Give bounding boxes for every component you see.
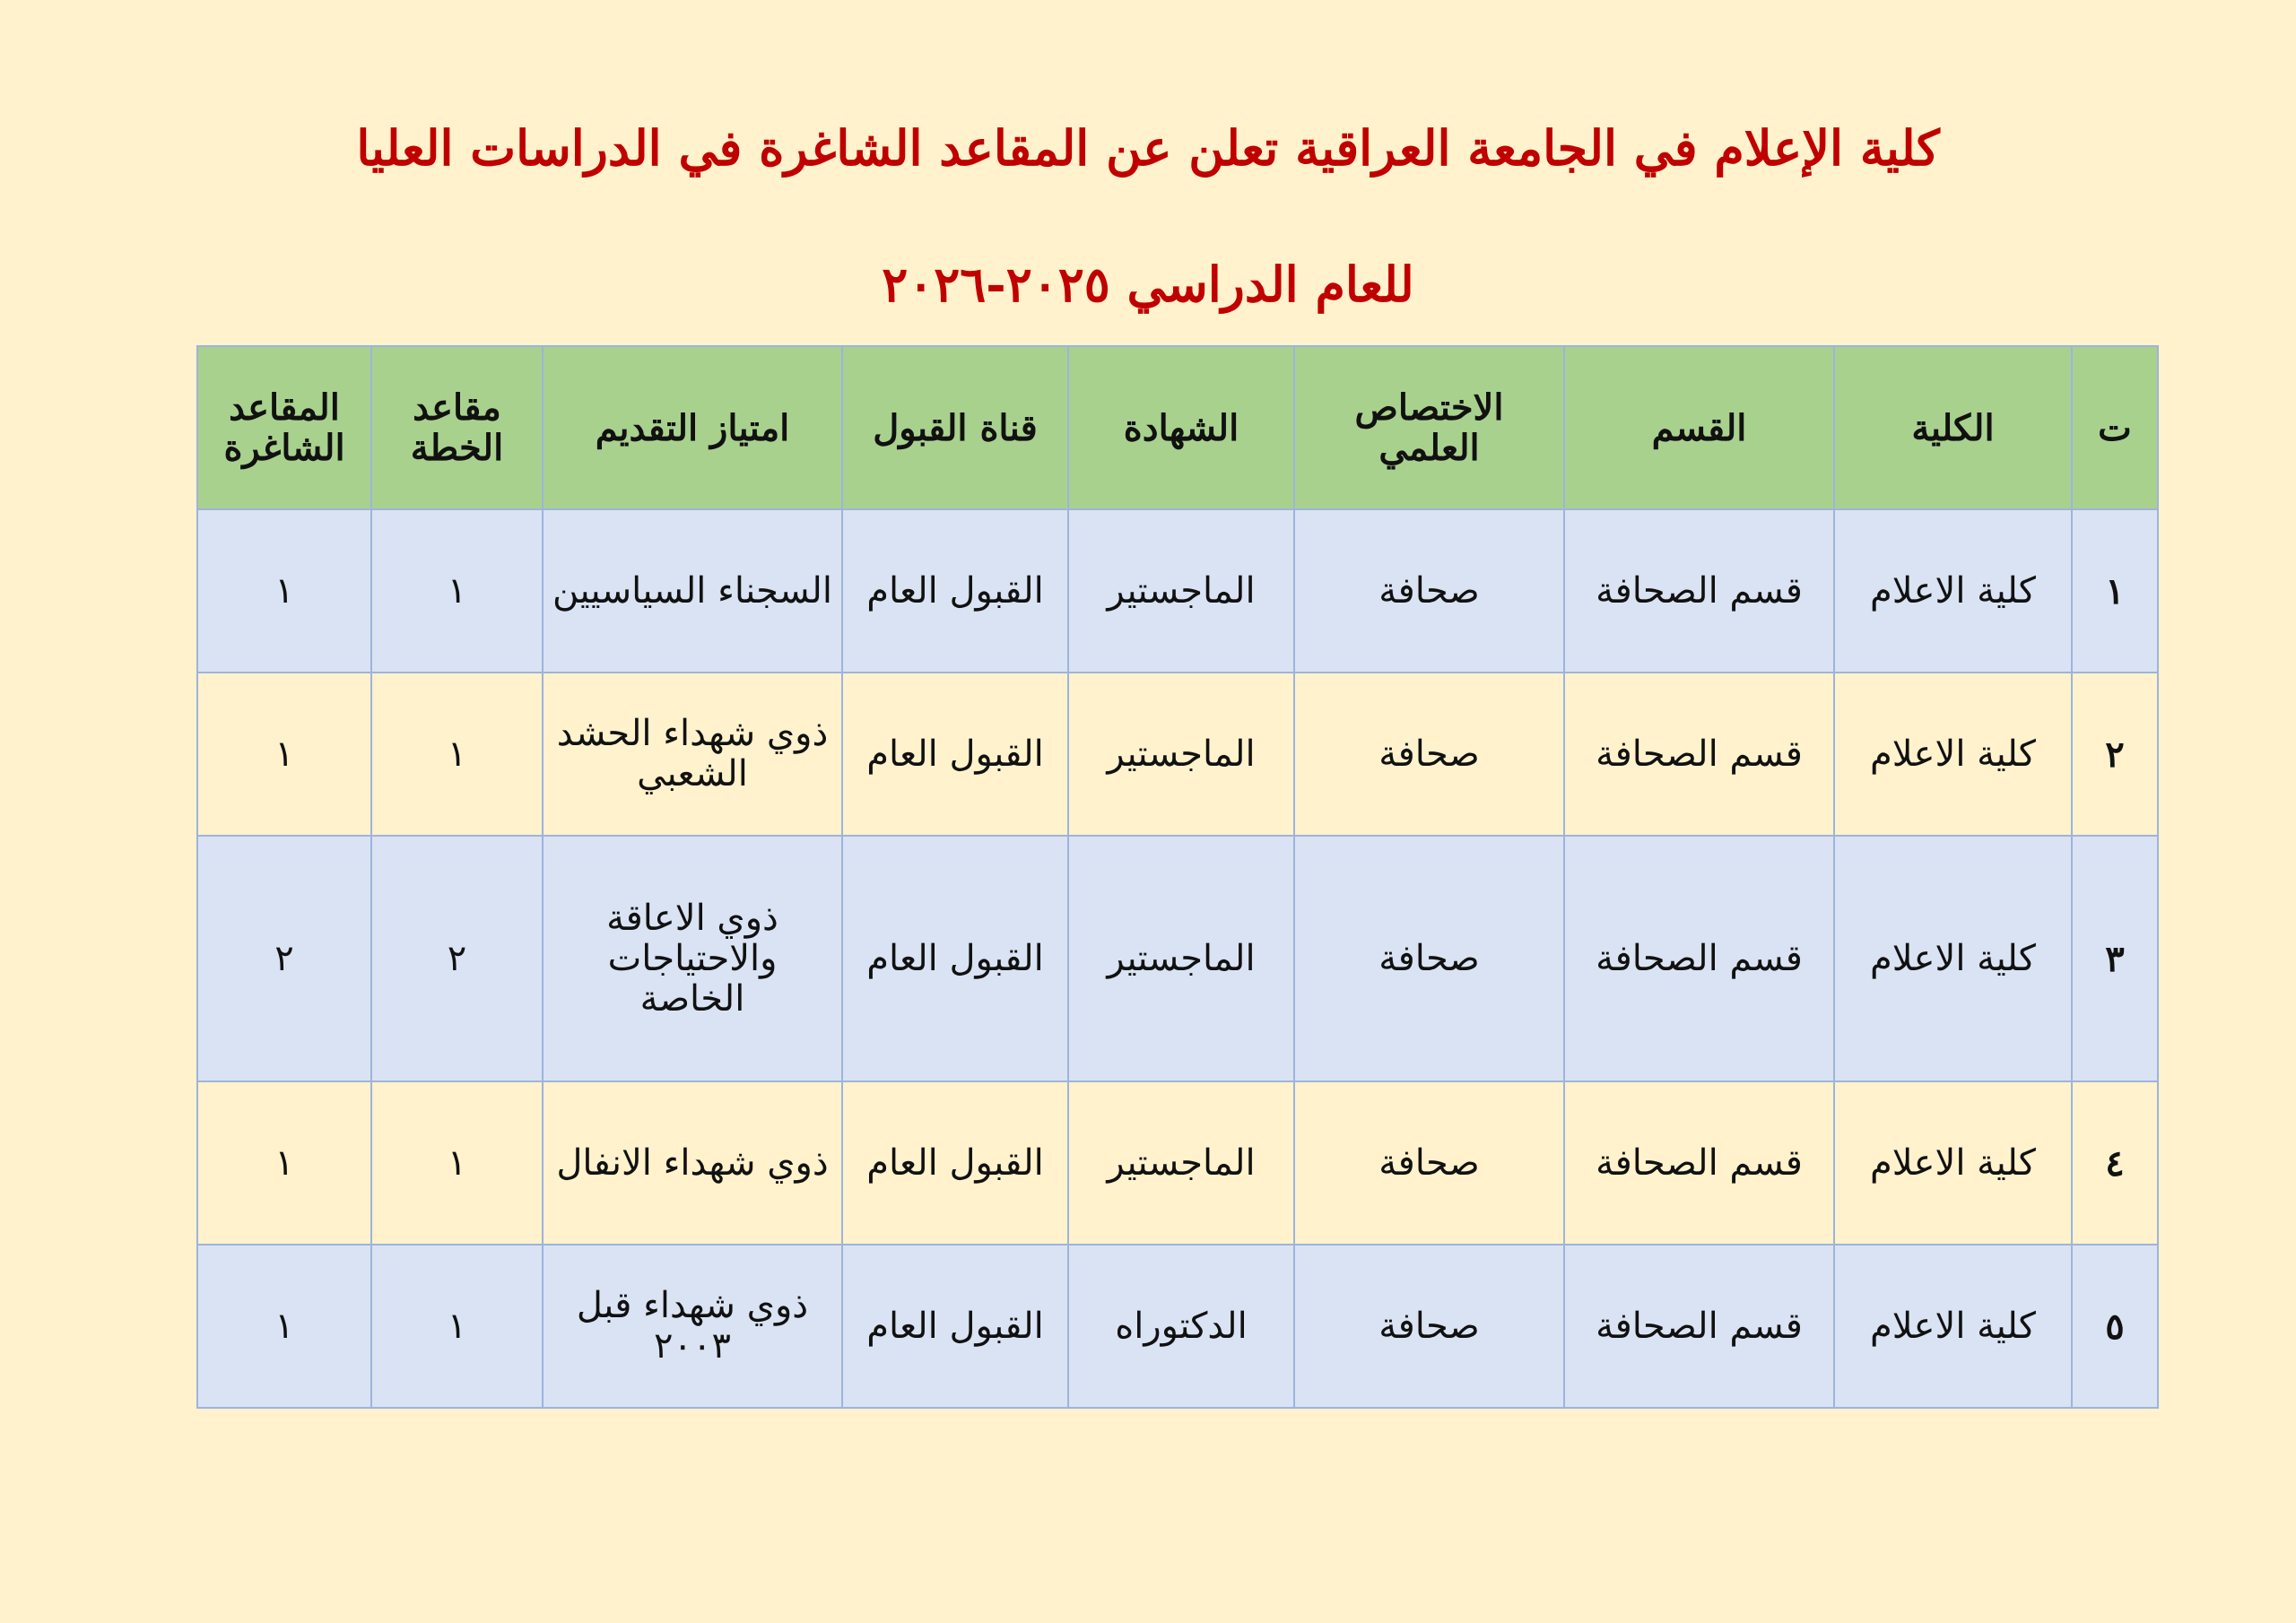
- cell-department: قسم الصحافة: [1564, 836, 1834, 1081]
- cell-admission-channel: القبول العام: [842, 836, 1068, 1081]
- header-college: الكلية: [1834, 346, 2072, 509]
- cell-specialization: صحافة: [1294, 836, 1564, 1081]
- cell-department: قسم الصحافة: [1564, 1245, 1834, 1408]
- cell-department: قسم الصحافة: [1564, 509, 1834, 673]
- header-index: ت: [2072, 346, 2158, 509]
- page-subtitle-year: للعام الدراسي ٢٠٢٥-٢٠٢٦: [882, 256, 1414, 313]
- cell-vacant-seats: ١: [197, 1081, 371, 1245]
- cell-admission-channel: القبول العام: [842, 1245, 1068, 1408]
- cell-degree: الماجستير: [1068, 673, 1294, 836]
- cell-plan-seats: ١: [371, 1245, 543, 1408]
- cell-application-privilege: ذوي شهداء قبل ٢٠٠٣: [543, 1245, 842, 1408]
- cell-index: ١: [2072, 509, 2158, 673]
- header-plan-seats: مقاعد الخطة: [371, 346, 543, 509]
- table-row: [197, 1081, 2158, 1245]
- table-row: [197, 836, 2158, 1081]
- cell-vacant-seats: ٢: [197, 836, 371, 1081]
- cell-specialization: صحافة: [1294, 1081, 1564, 1245]
- cell-index: ٢: [2072, 673, 2158, 836]
- cell-specialization: صحافة: [1294, 1245, 1564, 1408]
- cell-application-privilege: السجناء السياسيين: [543, 509, 842, 673]
- cell-plan-seats: ١: [371, 509, 543, 673]
- cell-degree: الماجستير: [1068, 509, 1294, 673]
- page-title: كلية الإعلام في الجامعة العراقية تعلن عن المقاعد الشاغرة في الدراسات العليا: [356, 119, 1940, 177]
- table-row: [197, 673, 2158, 836]
- cell-index: ٣: [2072, 836, 2158, 1081]
- cell-plan-seats: ١: [371, 673, 543, 836]
- header-department: القسم: [1564, 346, 1834, 509]
- cell-index: ٥: [2072, 1245, 2158, 1408]
- cell-college: كلية الاعلام: [1834, 509, 2072, 673]
- cell-application-privilege: ذوي شهداء الحشد الشعبي: [543, 673, 842, 836]
- vacant-seats-table: [196, 345, 2159, 1409]
- header-vacant-seats: المقاعد الشاغرة: [197, 346, 371, 509]
- header-degree: الشهادة: [1068, 346, 1294, 509]
- cell-degree: الدكتوراه: [1068, 1245, 1294, 1408]
- cell-degree: الماجستير: [1068, 1081, 1294, 1245]
- cell-college: كلية الاعلام: [1834, 1245, 2072, 1408]
- cell-vacant-seats: ١: [197, 1245, 371, 1408]
- cell-plan-seats: ٢: [371, 836, 543, 1081]
- cell-plan-seats: ١: [371, 1081, 543, 1245]
- header-specialization: الاختصاص العلمي: [1294, 346, 1564, 509]
- cell-application-privilege: ذوي الاعاقة والاحتياجات الخاصة: [543, 836, 842, 1081]
- cell-degree: الماجستير: [1068, 836, 1294, 1081]
- cell-college: كلية الاعلام: [1834, 673, 2072, 836]
- cell-vacant-seats: ١: [197, 509, 371, 673]
- cell-admission-channel: القبول العام: [842, 673, 1068, 836]
- cell-college: كلية الاعلام: [1834, 836, 2072, 1081]
- cell-application-privilege: ذوي شهداء الانفال: [543, 1081, 842, 1245]
- cell-index: ٤: [2072, 1081, 2158, 1245]
- cell-department: قسم الصحافة: [1564, 1081, 1834, 1245]
- table-header-row: [197, 346, 2158, 509]
- cell-specialization: صحافة: [1294, 673, 1564, 836]
- header-admission-channel: قناة القبول: [842, 346, 1068, 509]
- cell-department: قسم الصحافة: [1564, 673, 1834, 836]
- cell-admission-channel: القبول العام: [842, 509, 1068, 673]
- cell-college: كلية الاعلام: [1834, 1081, 2072, 1245]
- cell-admission-channel: القبول العام: [842, 1081, 1068, 1245]
- table-row: [197, 1245, 2158, 1408]
- header-application-privilege: امتياز التقديم: [543, 346, 842, 509]
- cell-specialization: صحافة: [1294, 509, 1564, 673]
- table-row: [197, 509, 2158, 673]
- cell-vacant-seats: ١: [197, 673, 371, 836]
